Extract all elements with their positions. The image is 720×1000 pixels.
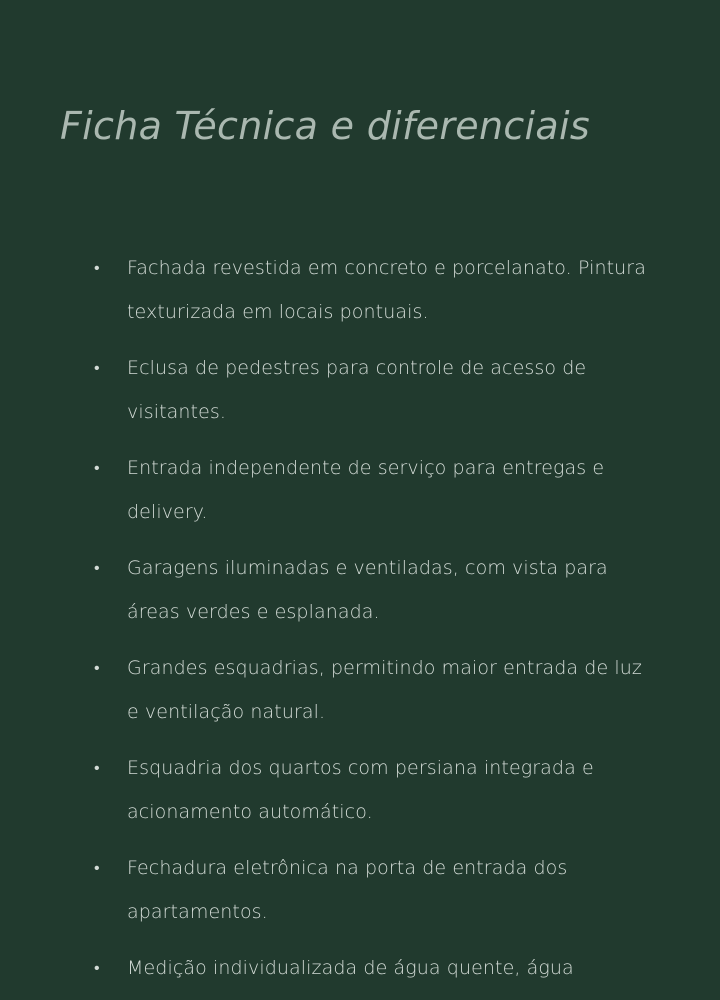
bullet-icon: • xyxy=(94,658,100,677)
feature-item xyxy=(90,246,650,334)
feature-list xyxy=(90,246,650,1000)
feature-text: Grandes esquadrias, permitindo maior entrada de luz e ventilação natural. xyxy=(127,657,642,723)
bullet-icon: • xyxy=(94,558,100,577)
feature-item xyxy=(90,646,650,734)
bullet-icon: • xyxy=(94,758,100,777)
section-title: Ficha Técnica e diferenciais xyxy=(60,104,590,148)
bullet-icon: • xyxy=(94,358,100,377)
feature-text: Garagens iluminadas e ventiladas, com vista para áreas verdes e esplanada. xyxy=(127,557,608,623)
feature-text: Fachada revestida em concreto e porcelanato. Pintura texturizada em locais pontuais. xyxy=(127,257,646,323)
feature-item xyxy=(90,546,650,634)
feature-item xyxy=(90,446,650,534)
feature-text: Entrada independente de serviço para entregas e delivery. xyxy=(127,457,605,523)
feature-text: Eclusa de pedestres para controle de acesso de visitantes. xyxy=(127,357,587,423)
bullet-icon: • xyxy=(94,858,100,877)
feature-item xyxy=(90,846,650,934)
bullet-icon: • xyxy=(94,258,100,277)
feature-text: Fechadura eletrônica na porta de entrada dos apartamentos. xyxy=(127,857,568,923)
feature-text: Medição individualizada de água quente, água xyxy=(127,957,574,979)
bullet-icon: • xyxy=(94,958,100,977)
feature-item xyxy=(90,346,650,434)
feature-text: Esquadria dos quartos com persiana integrada e acionamento automático. xyxy=(127,757,594,823)
feature-item xyxy=(90,946,650,990)
feature-item xyxy=(90,746,650,834)
bullet-icon: • xyxy=(94,458,100,477)
